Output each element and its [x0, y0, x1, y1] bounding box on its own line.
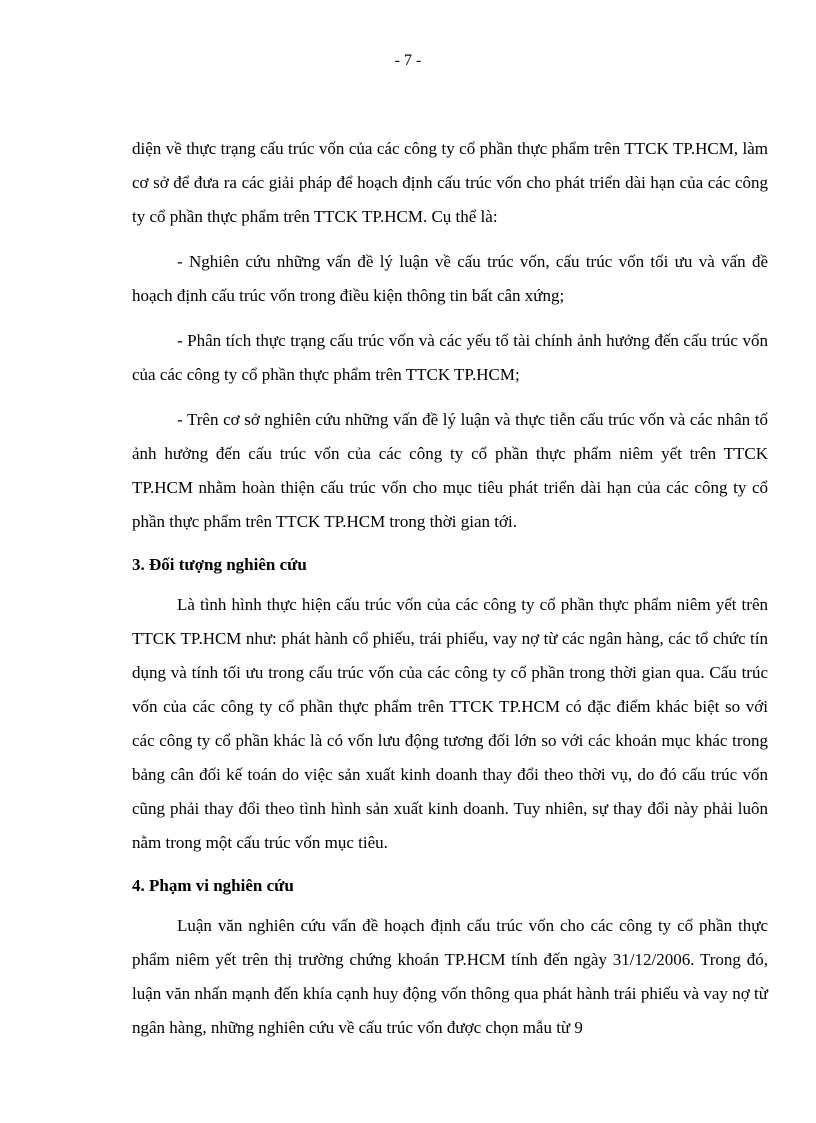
intro-paragraph: diện về thực trạng cấu trúc vốn của các công ty cổ phần thực phẩm trên TTCK TP.HCM, làm cơ sở để đưa ra các giải pháp để hoạch định cấu trúc vốn cho phát triển dài hạn của các công ty cổ phần thực phẩm trên TTCK TP.HCM. Cụ thể là: — [132, 139, 768, 226]
page-number: - 7 - — [394, 52, 422, 69]
section-4-text: Luận văn nghiên cứu vấn đề hoạch định cấu trúc vốn cho các công ty cổ phần thực phẩm niêm yết trên thị trường chứng khoán TP.HCM tính đến ngày 31/12/2006. Trong đó, luận văn nhấn mạnh đến khía cạnh huy động vốn thông qua phát hành trái phiếu và vay nợ từ ngân hàng, những nghiên cứu về cấu trúc vốn được chọn mẫu từ 9 — [132, 916, 768, 1037]
objective-item: - Trên cơ sở nghiên cứu những vấn đề lý luận và thực tiễn cấu trúc vốn và các nhân tố ảnh hưởng đến cấu trúc vốn của các công ty cổ phần thực phẩm niêm yết trên TTCK TP.HCM nhằm hoàn thiện cấu trúc vốn cho mục tiêu phát triển dài hạn của các công ty cổ phần thực phẩm trên TTCK TP.HCM trong thời gian tới. — [132, 410, 768, 531]
objective-item: - Nghiên cứu những vấn đề lý luận về cấu trúc vốn, cấu trúc vốn tối ưu và vấn đề hoạch định cấu trúc vốn trong điều kiện thông tin bất cân xứng; — [132, 252, 768, 305]
body-text — [132, 132, 768, 1056]
section-4-heading: 4. Phạm vi nghiên cứu — [132, 876, 294, 895]
objective-item: - Phân tích thực trạng cấu trúc vốn và các yếu tố tài chính ảnh hưởng đến cấu trúc vốn của các công ty cổ phần thực phẩm trên TTCK TP.HCM; — [132, 331, 768, 384]
section-3-heading: 3. Đối tượng nghiên cứu — [132, 555, 307, 574]
section-3-text: Là tình hình thực hiện cấu trúc vốn của các công ty cổ phần thực phẩm niêm yết trên TTCK TP.HCM như: phát hành cổ phiếu, trái phiếu, vay nợ từ các ngân hàng, các tổ chức tín dụng và tính tối ưu trong cấu trúc vốn của các công ty cổ phần trong thời gian qua. Cấu trúc vốn của các công ty cổ phần thực phẩm trên TTCK TP.HCM có đặc điểm khác biệt so với các công ty cổ phần khác là có vốn lưu động tương đối lớn so với các khoản mục khác trong bảng cân đối kế toán do việc sản xuất kinh doanh thay đổi theo thời vụ, do đó cấu trúc vốn cũng phải thay đổi theo tình hình sản xuất kinh doanh. Tuy nhiên, sự thay đổi này phải luôn nằm trong một cấu trúc vốn mục tiêu. — [132, 595, 768, 852]
